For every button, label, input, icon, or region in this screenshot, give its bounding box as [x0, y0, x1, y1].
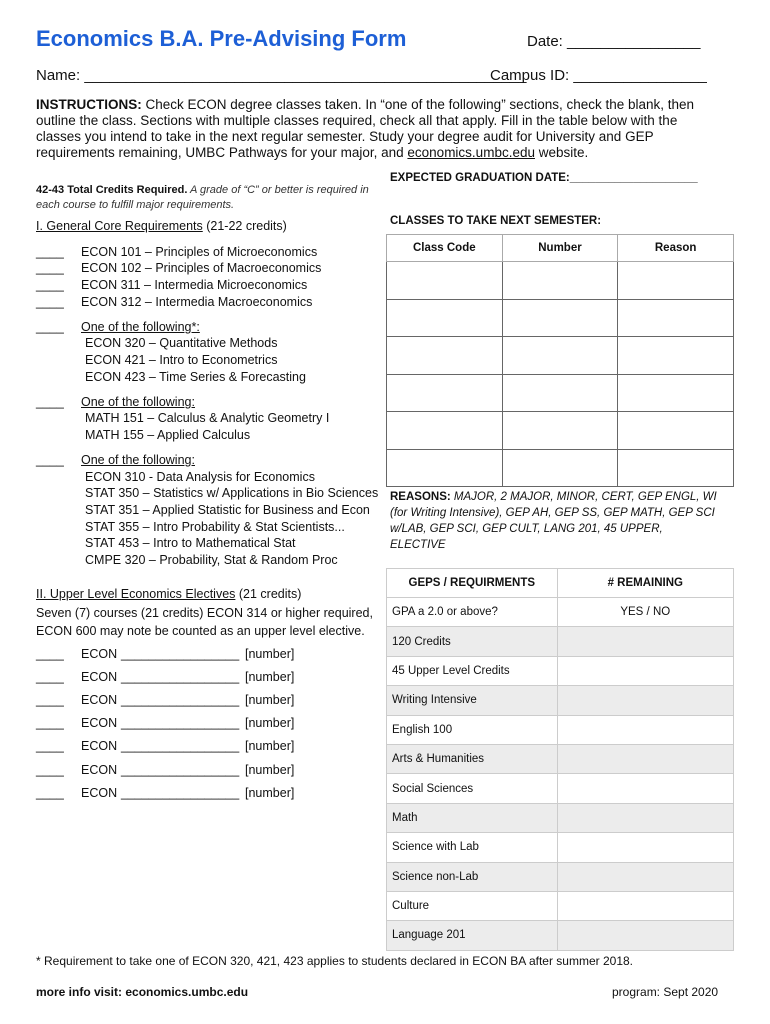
table-row: [387, 744, 734, 773]
elective-number-label: [number]: [245, 647, 295, 661]
elective-course-line[interactable]: _________________: [121, 716, 240, 730]
checkbox-blank[interactable]: ____: [36, 245, 64, 259]
table-cell[interactable]: [502, 374, 618, 412]
table-row: [387, 774, 734, 803]
table-row: [387, 891, 734, 920]
requirement-label: 120 Credits: [387, 627, 558, 656]
geps-table: [386, 568, 734, 951]
table-row: [387, 374, 734, 412]
table-row: [387, 299, 734, 337]
checkbox-blank[interactable]: ____: [36, 786, 64, 800]
more-info-link[interactable]: more info visit: economics.umbc.edu: [36, 985, 249, 999]
elective-course-line[interactable]: _________________: [121, 739, 240, 753]
course-econ-311: ECON 311 – Intermedia Microeconomics: [81, 278, 308, 292]
requirement-label: Social Sciences: [387, 774, 558, 803]
checkbox-blank[interactable]: ____: [36, 716, 64, 730]
table-row: [387, 921, 734, 950]
elective-course-line[interactable]: _________________: [121, 786, 240, 800]
table-row: [387, 412, 734, 450]
instructions-tail: website.: [534, 145, 589, 160]
instructions-text: Check ECON degree classes taken. In “one of the following” sections, check the blank, then outline the class. Sections with multiple classes required, check all that apply. Fill in the table below with the classes you intend to take in the next regular semester. Study your degree audit for University and GEP requirements remaining, UMBC Pathways for your major, and: [36, 97, 695, 160]
requirement-label: Culture: [387, 891, 558, 920]
elective-course-line[interactable]: _________________: [121, 693, 240, 707]
elective-course-line[interactable]: _________________: [121, 763, 240, 777]
remaining-cell[interactable]: [557, 921, 733, 950]
elective-number-label: [number]: [245, 786, 295, 800]
table-row: [387, 627, 734, 656]
column-header: Reason: [618, 235, 734, 262]
table-row: [387, 715, 734, 744]
electives-desc-1: Seven (7) courses (21 credits) ECON 314 or higher required,: [36, 606, 373, 620]
instructions-label: INSTRUCTIONS:: [36, 97, 142, 112]
elective-econ-label: ECON: [81, 670, 118, 684]
remaining-cell[interactable]: [557, 774, 733, 803]
table-row: [387, 449, 734, 487]
group1-heading: One of the following*:: [81, 320, 200, 334]
requirement-label: Arts & Humanities: [387, 744, 558, 773]
course-math-155[interactable]: MATH 155 – Applied Calculus: [85, 428, 251, 442]
program-date: program: Sept 2020: [612, 985, 719, 999]
course-stat-351[interactable]: STAT 351 – Applied Statistic for Business and Econ: [85, 503, 370, 517]
remaining-cell[interactable]: [557, 803, 733, 832]
requirement-label: Writing Intensive: [387, 686, 558, 715]
remaining-cell[interactable]: [557, 627, 733, 656]
requirement-label: Science with Lab: [387, 833, 558, 862]
remaining-cell[interactable]: [557, 744, 733, 773]
table-row: [387, 803, 734, 832]
course-econ-310[interactable]: ECON 310 - Data Analysis for Economics: [85, 470, 315, 484]
remaining-cell[interactable]: YES / NO: [557, 598, 733, 627]
table-cell[interactable]: [618, 262, 734, 300]
elective-econ-label: ECON: [81, 716, 118, 730]
elective-course-line[interactable]: _________________: [121, 670, 240, 684]
elective-number-label: [number]: [245, 739, 295, 753]
table-row: [387, 833, 734, 862]
table-cell[interactable]: [502, 412, 618, 450]
checkbox-blank[interactable]: ____: [36, 278, 64, 292]
checkbox-blank[interactable]: ____: [36, 670, 64, 684]
table-cell[interactable]: [387, 299, 503, 337]
next-semester-heading: CLASSES TO TAKE NEXT SEMESTER:: [390, 215, 602, 227]
requirement-label: Science non-Lab: [387, 862, 558, 891]
elective-econ-label: ECON: [81, 739, 118, 753]
group3-heading: One of the following:: [81, 453, 195, 467]
footnote: * Requirement to take one of ECON 320, 421, 423 applies to students declared in ECON BA after summer 2018.: [36, 954, 633, 968]
checkbox-blank[interactable]: ____: [36, 453, 64, 467]
table-header-row: [387, 235, 734, 262]
economics-link[interactable]: economics.umbc.edu: [407, 145, 535, 160]
course-econ-421[interactable]: ECON 421 – Intro to Econometrics: [85, 353, 278, 367]
core-heading-text: I. General Core Requirements: [36, 219, 203, 233]
graduation-line[interactable]: ____________________: [569, 172, 698, 184]
checkbox-blank[interactable]: ____: [36, 261, 64, 275]
table-cell[interactable]: [387, 449, 503, 487]
elective-number-label: [number]: [245, 693, 295, 707]
table-cell[interactable]: [618, 412, 734, 450]
course-stat-453[interactable]: STAT 453 – Intro to Mathematical Stat: [85, 536, 296, 550]
checkbox-blank[interactable]: ____: [36, 295, 64, 309]
reasons-text: MAJOR, 2 MAJOR, MINOR, CERT, GEP ENGL, WI (for Writing Intensive), GEP AH, GEP SS, GEP MATH, GEP SCI w/LAB, GEP SCI, GEP CULT, LANG 201, 45 UPPER, ELECTIVE: [390, 491, 717, 551]
form-title: Economics B.A. Pre-Advising Form: [36, 26, 407, 51]
grade-note: A grade of “C” or better is required in each course to fulfill major requirements.: [36, 184, 369, 211]
table-cell[interactable]: [502, 449, 618, 487]
table-row: [387, 337, 734, 375]
table-cell[interactable]: [502, 337, 618, 375]
table-row: [387, 656, 734, 685]
table-cell[interactable]: [618, 337, 734, 375]
elective-econ-label: ECON: [81, 786, 118, 800]
course-stat-350[interactable]: STAT 350 – Statistics w/ Applications in Bio Sciences: [85, 486, 379, 500]
remaining-cell[interactable]: [557, 686, 733, 715]
column-header: # REMAINING: [557, 569, 733, 598]
reasons-legend: [390, 489, 720, 553]
requirement-label: Language 201: [387, 921, 558, 950]
remaining-cell[interactable]: [557, 891, 733, 920]
course-math-151[interactable]: MATH 151 – Calculus & Analytic Geometry I: [85, 411, 330, 425]
expected-graduation[interactable]: [390, 172, 698, 184]
name-field[interactable]: Name: _____________________________________________________: [36, 67, 527, 84]
elective-course-line[interactable]: _________________: [121, 647, 240, 661]
course-econ-423[interactable]: ECON 423 – Time Series & Forecasting: [85, 370, 306, 384]
elective-number-label: [number]: [245, 670, 295, 684]
table-cell[interactable]: [387, 262, 503, 300]
checkbox-blank[interactable]: ____: [36, 647, 64, 661]
course-econ-312: ECON 312 – Intermedia Macroeconomics: [81, 295, 313, 309]
requirement-label: GPA a 2.0 or above?: [387, 598, 558, 627]
table-cell[interactable]: [387, 337, 503, 375]
date-field[interactable]: Date: ________________: [527, 33, 701, 50]
checkbox-blank[interactable]: ____: [36, 739, 64, 753]
table-cell[interactable]: [618, 374, 734, 412]
course-econ-102: ECON 102 – Principles of Macroeconomics: [81, 261, 322, 275]
credits-required: 42-43 Total Credits Required.: [36, 184, 188, 196]
table-cell[interactable]: [502, 299, 618, 337]
elective-econ-label: ECON: [81, 763, 118, 777]
table-row: [387, 262, 734, 300]
elective-econ-label: ECON: [81, 647, 118, 661]
table-cell[interactable]: [618, 299, 734, 337]
column-header: Number: [502, 235, 618, 262]
reasons-label: REASONS:: [390, 491, 451, 503]
core-heading: [36, 219, 287, 233]
electives-heading: [36, 587, 301, 601]
campus-id-field[interactable]: Campus ID: ________________: [490, 67, 707, 84]
table-row: [387, 686, 734, 715]
course-cmpe-320[interactable]: CMPE 320 – Probability, Stat & Random Proc: [85, 553, 338, 567]
group2-heading: One of the following:: [81, 395, 195, 409]
electives-desc-2: ECON 600 may note be counted as an upper level elective.: [36, 624, 365, 638]
table-cell[interactable]: [502, 262, 618, 300]
checkbox-blank[interactable]: ____: [36, 763, 64, 777]
next-semester-table: [386, 234, 734, 487]
remaining-cell[interactable]: [557, 862, 733, 891]
electives-heading-text: II. Upper Level Economics Electives: [36, 587, 236, 601]
elective-number-label: [number]: [245, 716, 295, 730]
table-row: [387, 598, 734, 627]
remaining-cell[interactable]: [557, 833, 733, 862]
table-cell[interactable]: [618, 449, 734, 487]
column-header: GEPS / REQUIRMENTS: [387, 569, 558, 598]
table-row: [387, 862, 734, 891]
table-header-row: [387, 569, 734, 598]
table-cell[interactable]: [387, 412, 503, 450]
checkbox-blank[interactable]: ____: [36, 395, 64, 409]
course-econ-320[interactable]: ECON 320 – Quantitative Methods: [85, 336, 278, 350]
remaining-cell[interactable]: [557, 715, 733, 744]
elective-econ-label: ECON: [81, 693, 118, 707]
table-cell[interactable]: [387, 374, 503, 412]
remaining-cell[interactable]: [557, 656, 733, 685]
course-stat-355[interactable]: STAT 355 – Intro Probability & Stat Scientists...: [85, 520, 345, 534]
electives-credits: (21 credits): [235, 587, 302, 601]
elective-number-label: [number]: [245, 763, 295, 777]
checkbox-blank[interactable]: ____: [36, 693, 64, 707]
credits-note: [36, 183, 381, 213]
checkbox-blank[interactable]: ____: [36, 320, 64, 334]
requirement-label: English 100: [387, 715, 558, 744]
course-econ-101: ECON 101 – Principles of Microeconomics: [81, 245, 318, 259]
requirement-label: Math: [387, 803, 558, 832]
core-credits: (21-22 credits): [202, 219, 287, 233]
column-header: Class Code: [387, 235, 503, 262]
requirement-label: 45 Upper Level Credits: [387, 656, 558, 685]
instructions: [36, 97, 706, 161]
graduation-label: EXPECTED GRADUATION DATE:: [390, 172, 570, 184]
